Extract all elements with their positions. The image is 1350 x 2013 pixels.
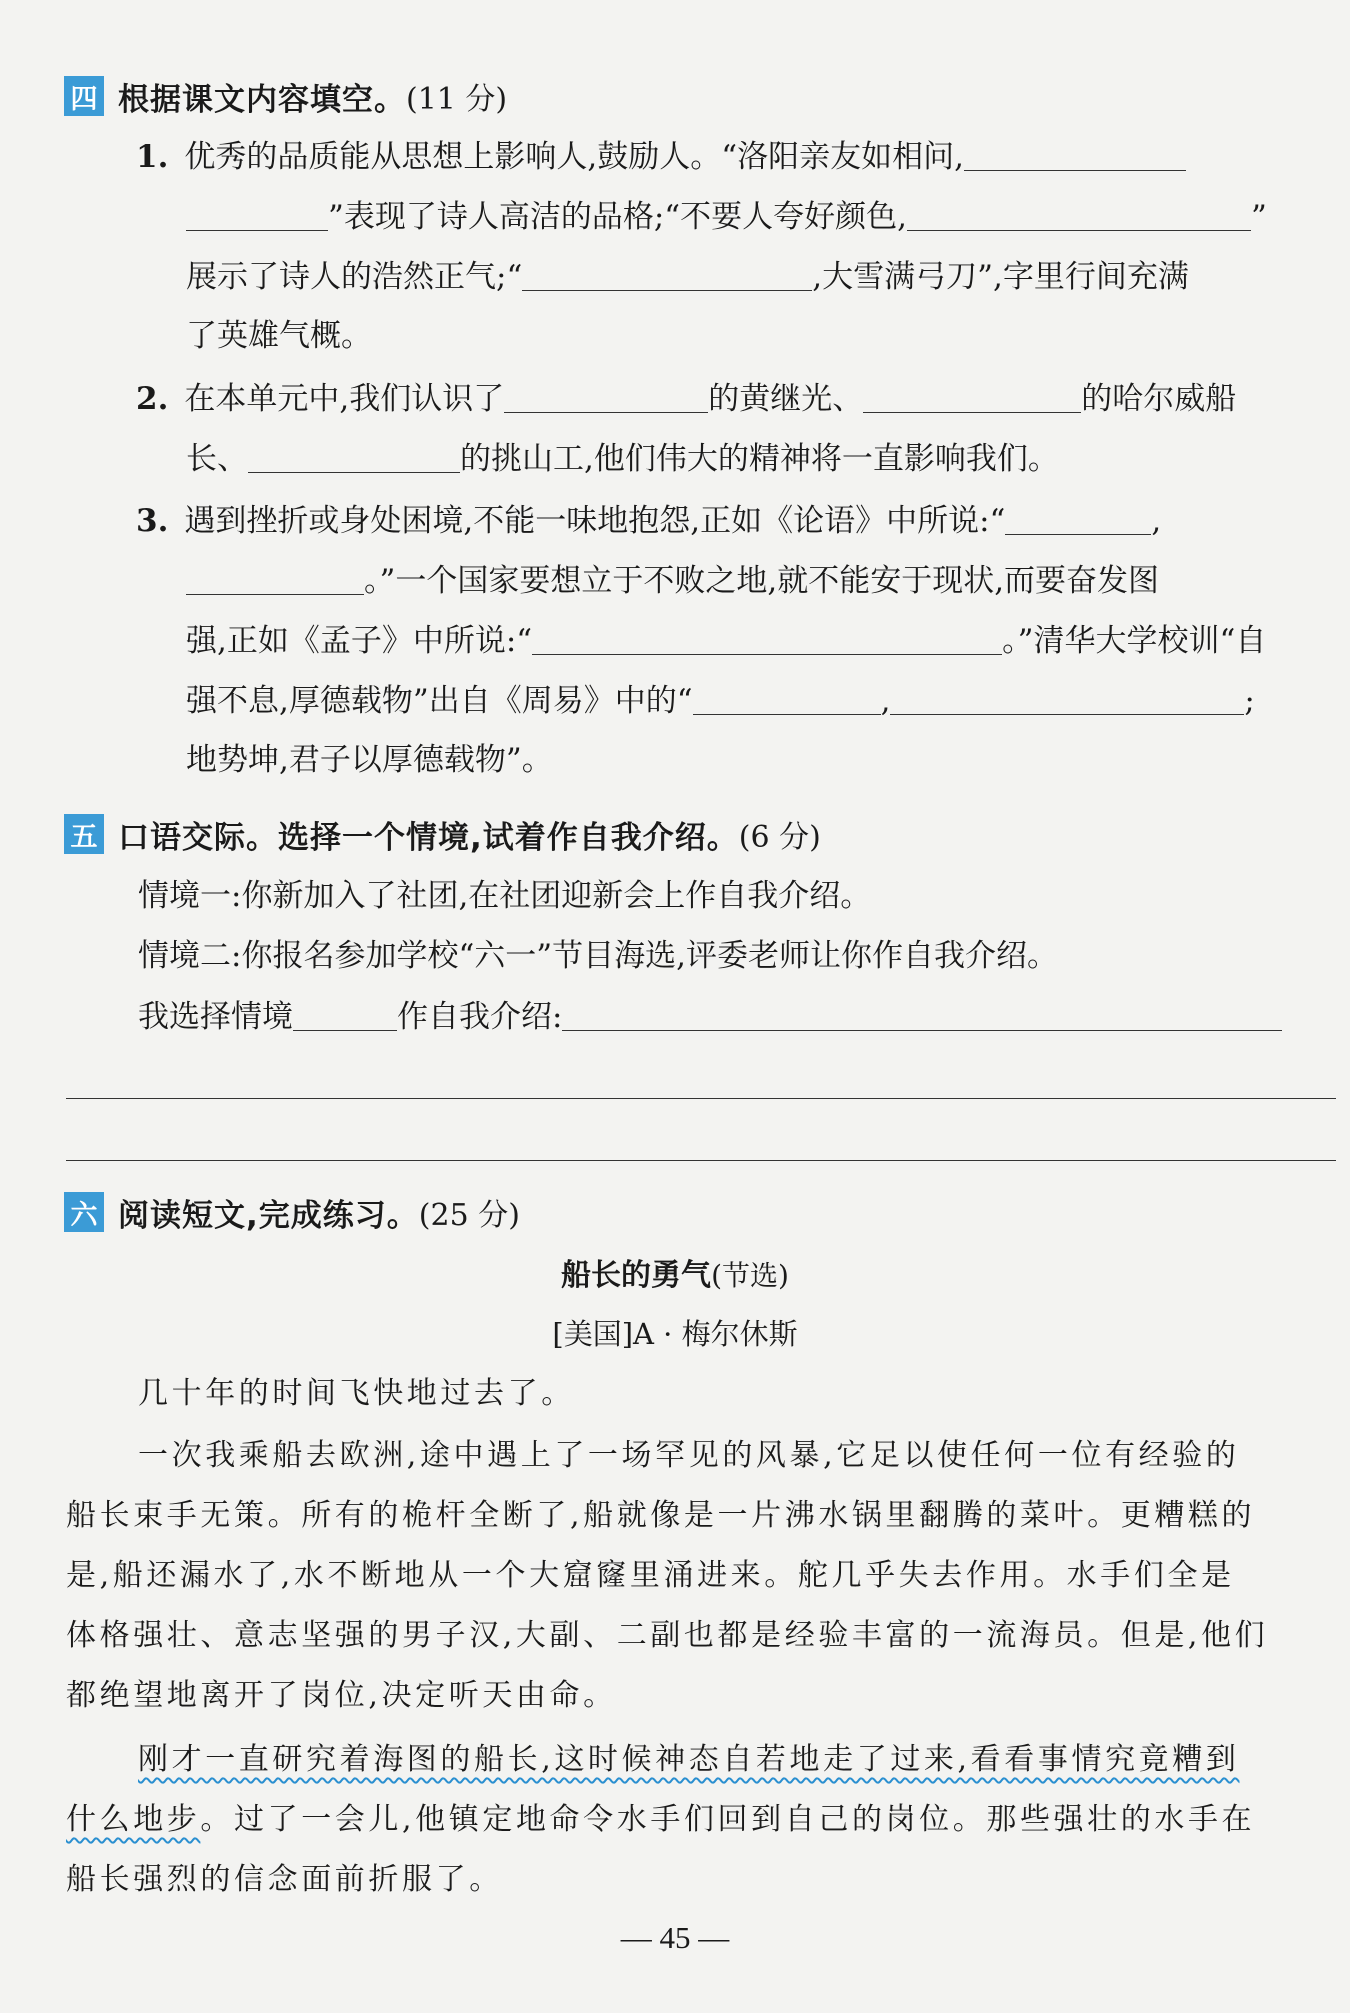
paragraph-3-line-2: 什么地步。过了一会儿,他镇定地命令水手们回到自己的岗位。那些强壮的水手在 <box>66 1802 1256 1837</box>
q3-line-5: 地势坤,君子以厚德载物”。 <box>186 742 553 778</box>
intro-answer-line-3[interactable] <box>66 1160 1336 1161</box>
q1-number: 1. <box>136 139 169 175</box>
section-4-badge: 四 <box>64 76 104 116</box>
choice-line: 我选择情境 作自我介绍: <box>138 996 1282 1037</box>
paragraph-2-line-1: 一次我乘船去欧洲,途中遇上了一场罕见的风暴,它足以使任何一位有经验的 <box>138 1438 1240 1473</box>
q1-line-4: 了英雄气概。 <box>186 318 372 354</box>
paragraph-3-line-3: 船长强烈的信念面前折服了。 <box>66 1862 503 1897</box>
q2-blank-3[interactable] <box>248 438 460 473</box>
story-title: 船长的勇气(节选) <box>561 1258 789 1293</box>
paragraph-2-line-2: 船长束手无策。所有的桅杆全断了,船就像是一片沸水锅里翻腾的菜叶。更糟糕的 <box>66 1498 1256 1533</box>
paragraph-2-line-3: 是,船还漏水了,水不断地从一个大窟窿里涌进来。舵几乎失去作用。水手们全是 <box>66 1558 1235 1593</box>
paragraph-2-line-5: 都绝望地离开了岗位,决定听天由命。 <box>66 1678 617 1713</box>
section-5-title: 口语交际。选择一个情境,试着作自我介绍。 <box>118 819 739 856</box>
paragraph-2-line-4: 体格强壮、意志坚强的男子汉,大副、二副也都是经验丰富的一流海员。但是,他们 <box>66 1618 1269 1653</box>
q1-line-1: 1. 优秀的品质能从思想上影响人,鼓励人。“洛阳亲友如相问, <box>136 136 1186 177</box>
section-6-header <box>64 1188 520 1236</box>
q3-line-1: 3. 遇到挫折或身处困境,不能一味地抱怨,正如《论语》中所说:“ , <box>136 500 1161 541</box>
section-4-score: (11 分) <box>406 82 508 117</box>
intro-blank-1[interactable] <box>562 996 1282 1031</box>
q3-blank-3[interactable] <box>693 680 881 715</box>
q3-blank-1[interactable] <box>1005 500 1151 535</box>
q3-line-3: 强,正如《孟子》中所说:“ 。”清华大学校训“自 <box>186 620 1266 661</box>
q2-line-2: 长、 的挑山工,他们伟大的精神将一直影响我们。 <box>186 438 1059 479</box>
q1-blank-3[interactable] <box>522 256 812 291</box>
q1-line-3: 展示了诗人的浩然正气;“ ,大雪满弓刀”,字里行间充满 <box>186 256 1189 297</box>
situation-2: 情境二:你报名参加学校“六一”节目海选,评委老师让你作自我介绍。 <box>138 938 1058 974</box>
q3-blank-1-cont[interactable] <box>186 560 364 595</box>
q3-line-2: 。”一个国家要想立于不败之地,就不能安于现状,而要奋发图 <box>186 560 1159 601</box>
q3-number: 3. <box>136 503 169 539</box>
page-number: — 45 — <box>620 1920 730 1955</box>
q2-blank-1[interactable] <box>504 378 708 413</box>
q2-number: 2. <box>136 381 169 417</box>
story-author: [美国]A · 梅尔休斯 <box>552 1317 798 1351</box>
section-4-title: 根据课文内容填空。 <box>118 81 406 118</box>
story-subtitle: (节选) <box>711 1259 789 1292</box>
underlined-sentence-part-2: 什么地步 <box>66 1802 201 1837</box>
q1-blank-1[interactable] <box>964 136 1186 171</box>
q2-line-1: 2. 在本单元中,我们认识了 的黄继光、 的哈尔威船 <box>136 378 1236 419</box>
paragraph-3-line-1 <box>138 1740 1350 1780</box>
q1-blank-2[interactable] <box>907 196 1251 231</box>
section-4-header <box>64 72 507 120</box>
q3-blank-4[interactable] <box>890 680 1244 715</box>
section-5-header <box>64 810 821 858</box>
situation-1: 情境一:你新加入了社团,在社团迎新会上作自我介绍。 <box>138 878 872 914</box>
q1-blank-1-cont[interactable] <box>186 196 328 231</box>
section-5-score: (6 分) <box>738 820 821 855</box>
underlined-sentence-part-1: 刚才一直研究着海图的船长,这时候神态自若地走了过来,看看事情究竟糟到 <box>138 1742 1240 1777</box>
section-6-score: (25 分) <box>418 1198 520 1233</box>
q1-line-2: ”表现了诗人高洁的品格;“不要人夸好颜色, ” <box>186 196 1267 237</box>
section-5-badge: 五 <box>64 814 104 854</box>
q2-blank-2[interactable] <box>863 378 1081 413</box>
section-6-badge: 六 <box>64 1192 104 1232</box>
q3-blank-2[interactable] <box>532 620 1002 655</box>
section-6-title: 阅读短文,完成练习。 <box>118 1197 419 1234</box>
intro-answer-line-2[interactable] <box>66 1098 1336 1099</box>
q3-line-4: 强不息,厚德载物”出自《周易》中的“ , ; <box>186 680 1255 721</box>
paragraph-1: 几十年的时间飞快地过去了。 <box>138 1376 575 1411</box>
situation-choice-blank[interactable] <box>293 996 397 1031</box>
